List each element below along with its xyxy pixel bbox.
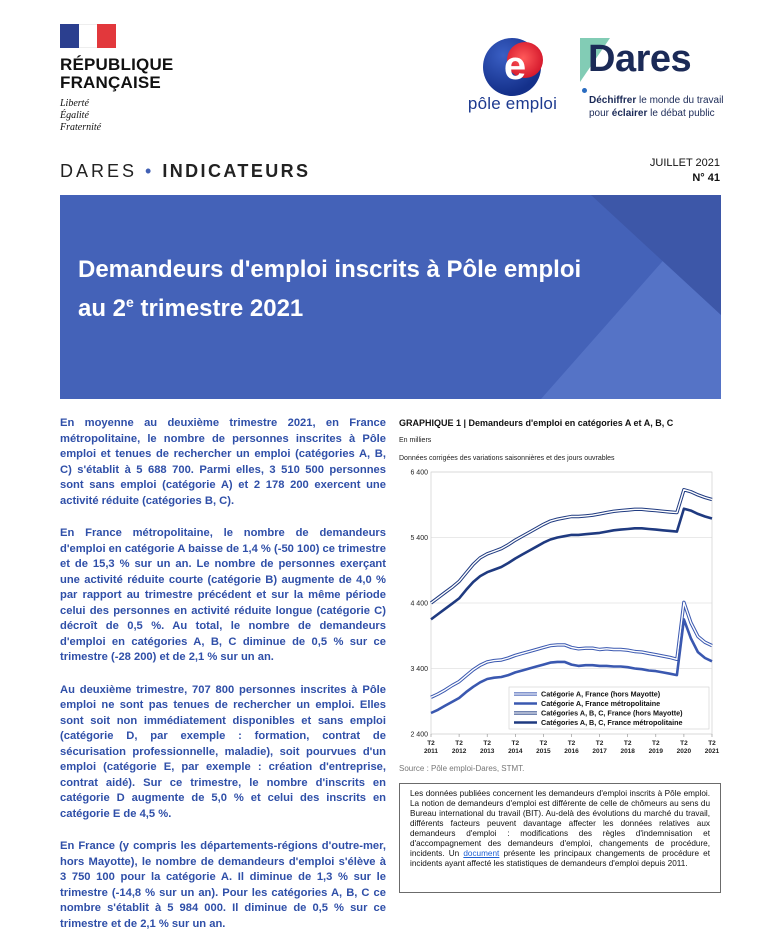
x-tick-label-year: 2012 (451, 748, 467, 755)
legend-label: Catégories A, B, C, France (hors Mayotte) (541, 708, 683, 718)
x-tick-label-year: 2014 (508, 748, 523, 755)
x-tick-label-year: 2015 (536, 748, 551, 755)
chart-unit: En milliers (399, 437, 432, 444)
series-title: DARES • INDICATEURS (60, 161, 311, 181)
republic-motto: Liberté Égalité Fraternité (60, 98, 102, 133)
title-banner (60, 195, 721, 399)
y-tick-label: 4 400 (410, 600, 428, 608)
chart-title: GRAPHIQUE 1 | Demandeurs d'emploi en catégories A et A, B, C (399, 418, 674, 428)
pole-emploi-e-icon: e (503, 44, 527, 88)
chart-subtitle: Données corrigées des variations saisonnières et des jours ouvrables (399, 455, 615, 462)
y-tick-label: 3 400 (410, 666, 428, 673)
x-tick-label-quarter: T2 (539, 740, 548, 747)
series-line-outline (431, 602, 712, 697)
page-title: Demandeurs d'emploi inscrits à Pôle emploi au 2e trimestre 2021 (78, 256, 582, 322)
x-tick-label-quarter: T2 (455, 740, 463, 747)
republique-francaise-title: RÉPUBLIQUE FRANÇAISE (60, 55, 174, 92)
paragraph: Au deuxième trimestre, 707 800 personnes inscrites à Pôle emploi ne sont pas tenues de rechercher un emploi. Elles sont soit non immédiatement disponibles et sans emploi (catégorie D, par exemple : formation, contrat de sécurisation professionnelle, maladie), soit pourvues d'un emploi (catégorie E, par exemple : création d'entreprise, contrat aidé). Sur ce trimestre, le nombre d'inscrits en catégorie D augmente de 5,0 % et celui des inscrits en catégorie E de 4,5 %. (60, 683, 386, 820)
paragraph: En moyenne au deuxième trimestre 2021, en France métropolitaine, le nombre de personnes inscrites à Pôle emploi et tenues de rechercher un emploi (catégories A, B, C) s'établit à 5 688 700. Parmi elles, 3 510 500 personnes sont sans emploi (catégorie A) et 2 178 200 exercent une activité réduite (catégories B, C). (60, 417, 386, 507)
series-line-outline (431, 490, 712, 603)
y-tick-label: 5 400 (410, 535, 428, 542)
x-tick-label-quarter: T2 (595, 740, 604, 747)
x-tick-label-year: 2017 (592, 748, 607, 755)
x-tick-label-year: 2018 (620, 748, 635, 755)
paragraph: En France (y compris les départements-régions d'outre-mer, hors Mayotte), le nombre de demandeurs d'emploi s'élève à 3 750 100 pour la catégorie A. Il diminue de 1,3 % sur le trimestre (-14,8 % sur un an). Pour les catégories A, B, C ce nombre s'établit à 5 984 000. Il diminue de 0,5 % sur ce trimestre et de 2,1 % sur un an. (60, 840, 386, 930)
x-tick-label-quarter: T2 (483, 740, 491, 747)
x-tick-label-quarter: T2 (652, 740, 660, 747)
x-tick-label-quarter: T2 (680, 740, 688, 747)
x-tick-label-quarter: T2 (708, 740, 716, 747)
x-tick-label-quarter: T2 (427, 740, 435, 747)
x-tick-label-quarter: T2 (511, 740, 520, 747)
x-tick-label-year: 2011 (423, 748, 439, 755)
x-tick-label-year: 2013 (479, 748, 495, 755)
legend-label: Catégorie A, France métropolitaine (541, 699, 661, 708)
republique-francaise-logo (60, 24, 173, 134)
x-tick-label-quarter: T2 (567, 740, 576, 747)
document-link[interactable]: document (463, 849, 500, 858)
series-line-3 (431, 490, 712, 603)
summary-text (60, 416, 386, 949)
pole-emploi-logo (455, 38, 570, 118)
legend-label: Catégories A, B, C, France métropolitaine (541, 718, 683, 727)
marianne-flag-icon (60, 24, 116, 48)
methodology-note: Les données publiées concernent les demandeurs d'emploi inscrits à Pôle emploi. La notion de demandeurs d'emploi est différente de celle de chômeurs au sens du Bureau international du travail (BIT). Au-delà des évolutions du marché du travail, différents facteurs peuvent davantage affecter les données relatives aux demandeurs d'emploi : modifications des règles d'indemnisation et d'accompagnement des demandeurs d'emploi, changements de procédure, incidents. Un document présente les principaux changements de procédure et incidents ayant affecté les statistiques de demandeurs d'emploi depuis 2011. (399, 783, 721, 893)
y-tick-label: 2 400 (410, 731, 428, 739)
x-tick-label-quarter: T2 (623, 740, 632, 747)
issue-number: N° 41 (692, 172, 720, 184)
series-line-1 (431, 602, 712, 697)
x-tick-label-year: 2016 (564, 748, 579, 755)
issue-date: JUILLET 2021 (649, 157, 720, 169)
line-chart (399, 462, 721, 762)
dares-logo (580, 38, 730, 128)
y-tick-label: 6 400 (410, 469, 428, 477)
x-tick-label-year: 2020 (676, 748, 692, 755)
pole-emploi-wordmark: pôle emploi (467, 94, 558, 113)
x-tick-label-year: 2021 (704, 748, 720, 755)
issue-info (650, 156, 720, 186)
chart-source: Source : Pôle emploi-Dares, STMT. (399, 764, 525, 773)
paragraph: En France métropolitaine, le nombre de demandeurs d'emploi en catégorie A baisse de 1,4 % (-50 100) ce trimestre et de 15,3 % sur un an. Le nombre de personnes exerçant une activité réduite courte (catégorie B) augmente de 4,0 % par rapport au trimestre précédent et sur la même période celui des personnes en activité réduite longue (catégorie C) décroît de 0,5 %. Au total, le nombre de demandeurs d'emploi en catégories A, B, C diminue de 0,5 % sur ce trimestre (-28 200) et de 2,1 % sur un an. (60, 527, 386, 663)
dares-wordmark: Dares (588, 38, 692, 80)
x-tick-label-year: 2019 (648, 748, 664, 755)
legend-label: Catégorie A, France (hors Mayotte) (541, 689, 661, 699)
dares-tagline: Déchiffrer le monde du travail pour éclairer le débat public (589, 95, 724, 119)
